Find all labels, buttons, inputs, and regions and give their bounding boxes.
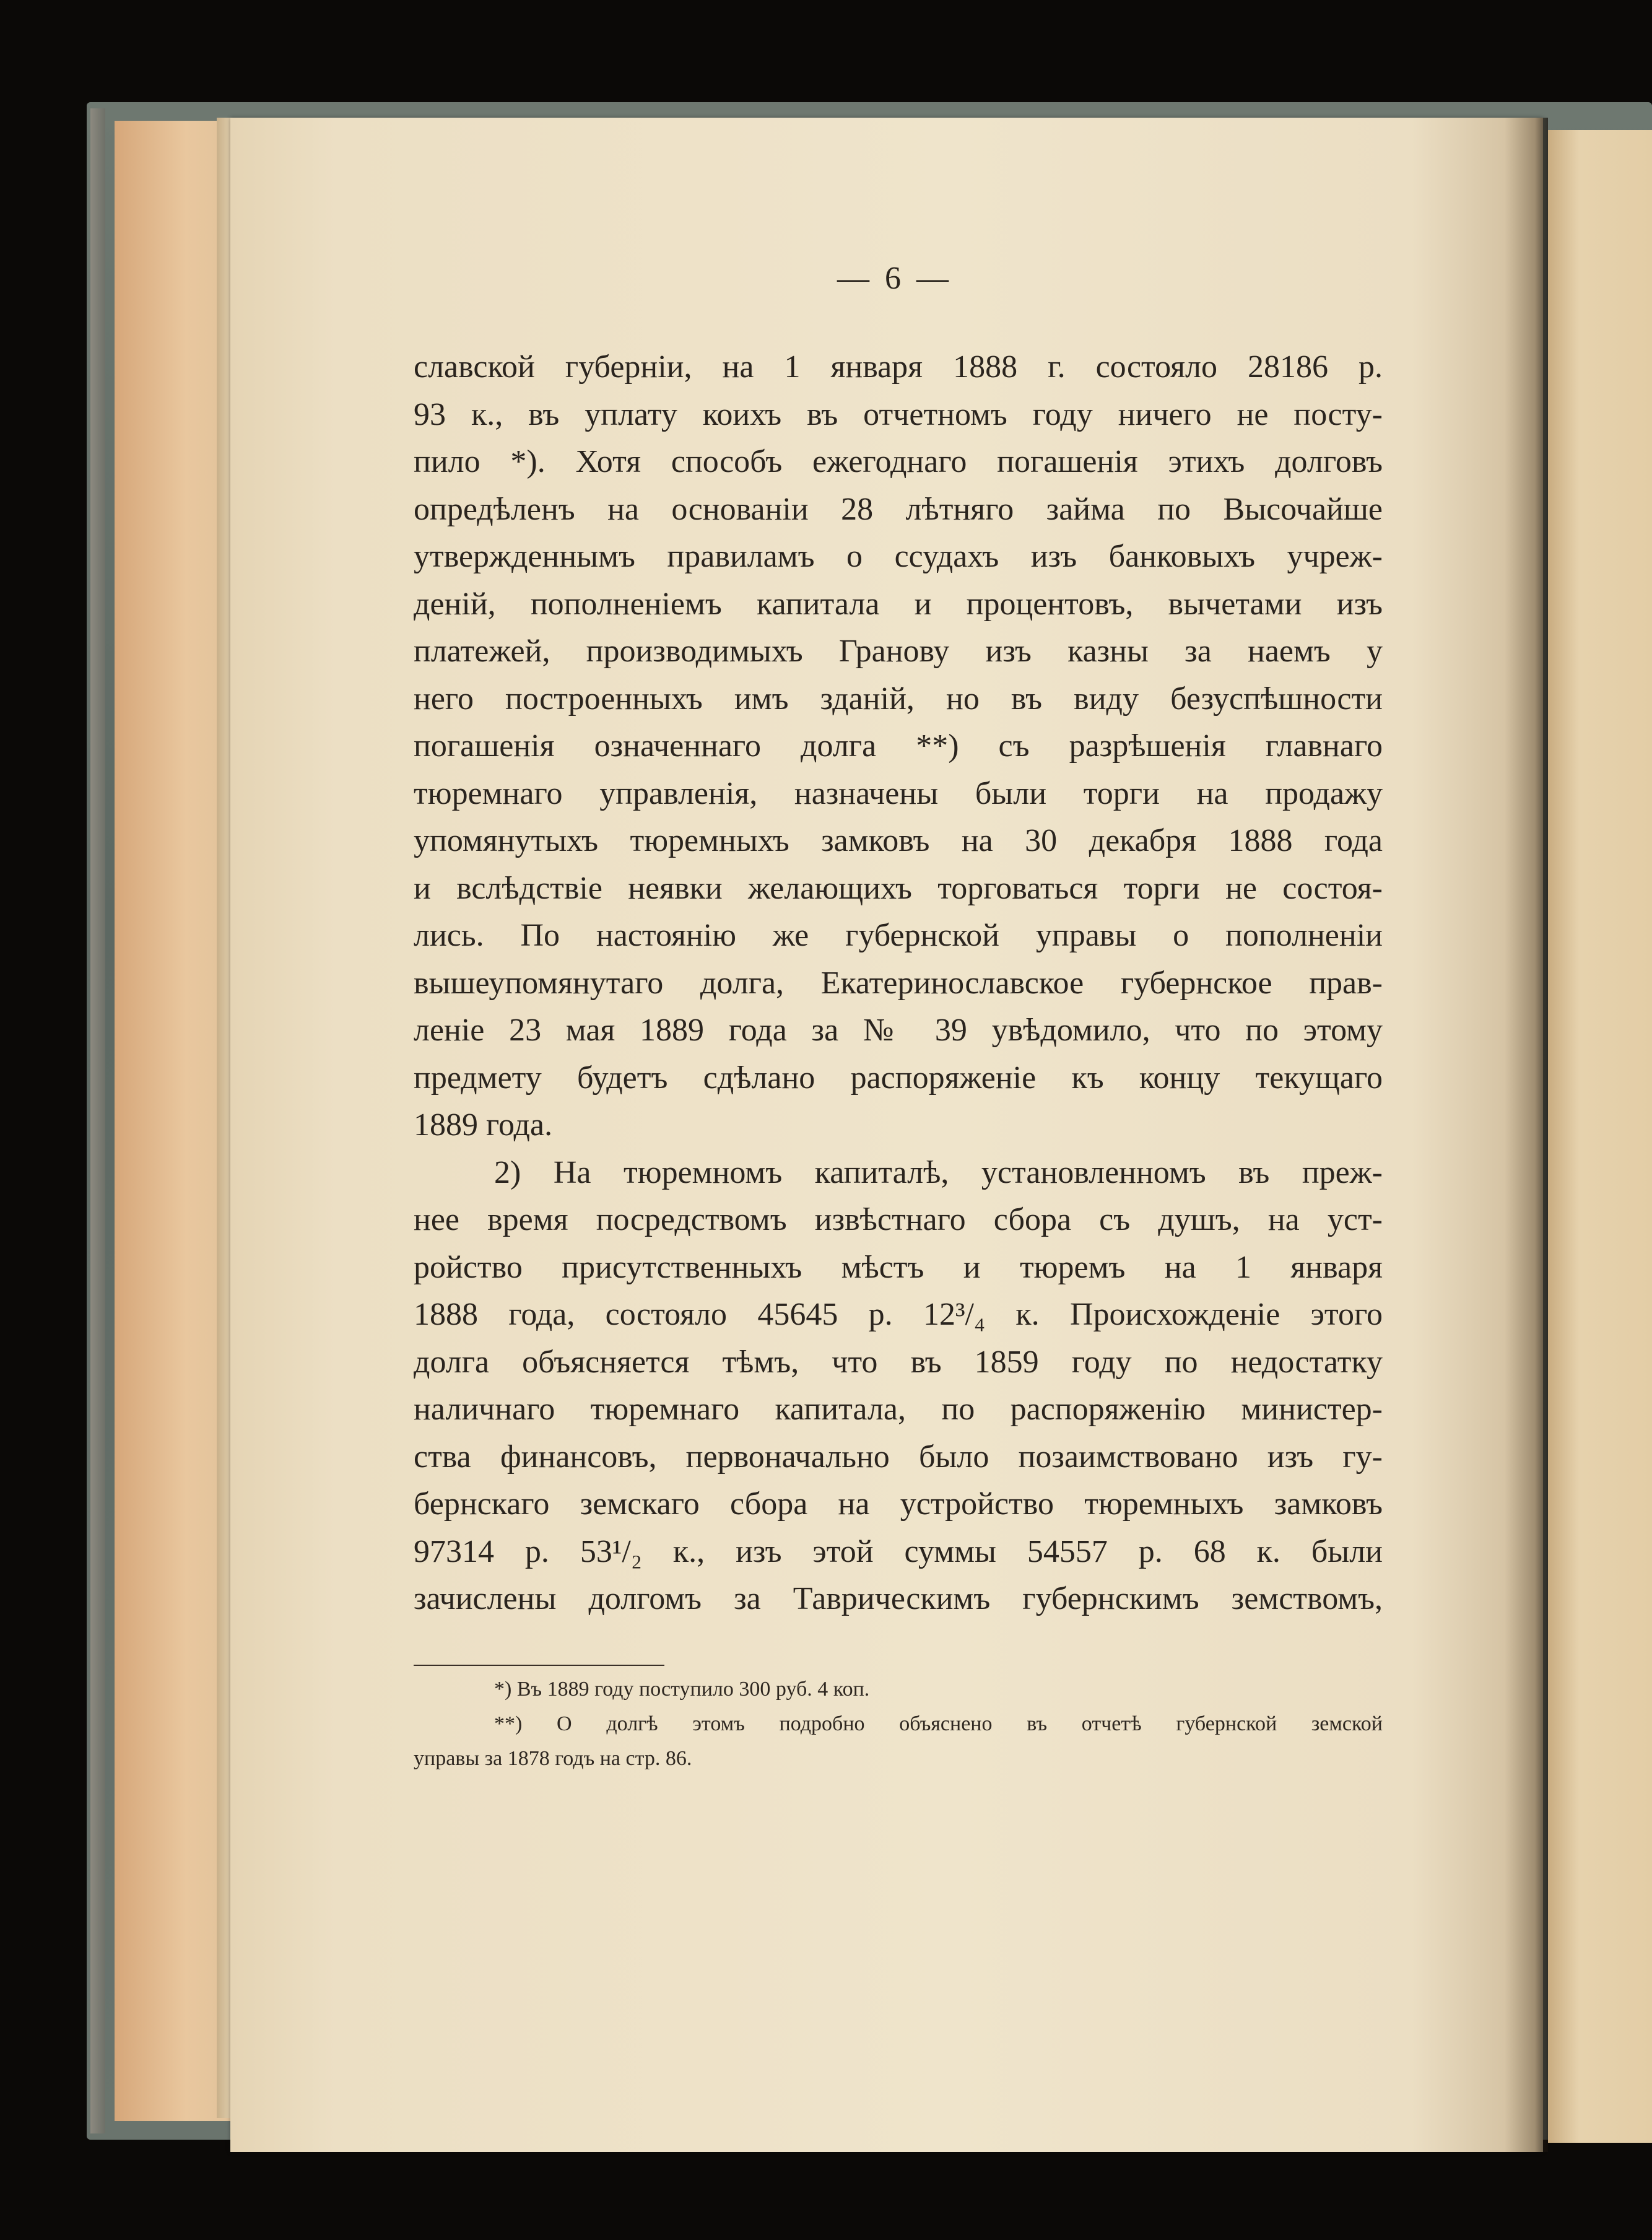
text-line: 93 к., въ уплату коихъ въ отчетномъ году ничего не посту- [414, 396, 1383, 432]
text-line: зачислены долгомъ за Таврическимъ губернскимъ земствомъ, [414, 1581, 1383, 1616]
text-line: славской губерніи, на 1 января 1888 г. состояло 28186 р. [414, 349, 1383, 385]
text-line: долга объясняется тѣмъ, что въ 1859 году по недостатку [414, 1344, 1383, 1380]
text-line: утвержденнымъ правиламъ о ссудахъ изъ банковыхъ учреж- [414, 539, 1383, 574]
page-number: — 6 — [837, 261, 952, 296]
text-line: бернскаго земскаго сбора на устройство тюремныхъ замковъ [414, 1486, 1383, 1522]
text-line: наличнаго тюремнаго капитала, по распоряженію министер- [414, 1392, 1383, 1427]
text-line: 2) На тюремномъ капиталѣ, установленномъ въ преж- [494, 1154, 1383, 1190]
text-line: деній, пополненіемъ капитала и процентовъ, вычетами изъ [414, 586, 1383, 622]
text-line: 1888 года, состояло 45645 р. 12³/₄ к. Происхожденіе этого [414, 1297, 1383, 1332]
footnote-2: **) О долгѣ этомъ подробно объяснено въ отчетѣ губернской земской [494, 1712, 1383, 1735]
text-line: погашенія означеннаго долга **) съ разрѣшенія главнаго [414, 728, 1383, 764]
text-line: вышеупомянутаго долга, Екатеринославское губернское прав- [414, 965, 1383, 1001]
text-line: леніе 23 мая 1889 года за № 39 увѣдомило, что по этому [414, 1013, 1383, 1048]
text-line: 97314 р. 53¹/₂ к., изъ этой суммы 54557 р. 68 к. были [414, 1533, 1383, 1569]
footnote-1: *) Въ 1889 году поступило 300 руб. 4 коп. [494, 1678, 870, 1701]
text-line: нее время посредствомъ извѣстнаго сбора съ душъ, на уст- [414, 1202, 1383, 1237]
text-line: него построенныхъ имъ зданій, но въ виду безуспѣшности [414, 681, 1383, 717]
body-text [414, 344, 1383, 1623]
facing-page-edge [1548, 130, 1652, 2143]
footnote-rule [414, 1665, 664, 1666]
footnotes [414, 1672, 1383, 1776]
text-line: тюремнаго управленія, назначены были торги на продажу [414, 775, 1383, 811]
text-line: упомянутыхъ тюремныхъ замковъ на 30 декабря 1888 года [414, 823, 1383, 858]
text-line: 1889 года. [414, 1107, 553, 1143]
spine-shadow [1505, 118, 1548, 2152]
text-line: лись. По настоянію же губернской управы о пополненіи [414, 918, 1383, 953]
cover-edge [90, 108, 105, 2133]
text-line: ства финансовъ, первоначально было позаимствовано изъ гу- [414, 1439, 1383, 1475]
text-line: опредѣленъ на основаніи 28 лѣтняго займа по Высочайше [414, 491, 1383, 527]
text-line: пило *). Хотя способъ ежегоднаго погашенія этихъ долговъ [414, 444, 1383, 479]
text-line: ройство присутственныхъ мѣстъ и тюремъ на 1 января [414, 1249, 1383, 1285]
text-line: и вслѣдствіе неявки желающихъ торговаться торги не состоя- [414, 870, 1383, 906]
text-line: платежей, производимыхъ Гранову изъ казны за наемъ у [414, 634, 1383, 669]
footnote-2-continued: управы за 1878 годъ на стр. 86. [414, 1747, 692, 1770]
text-line: предмету будетъ сдѣлано распоряженіе къ концу текущаго [414, 1060, 1383, 1096]
